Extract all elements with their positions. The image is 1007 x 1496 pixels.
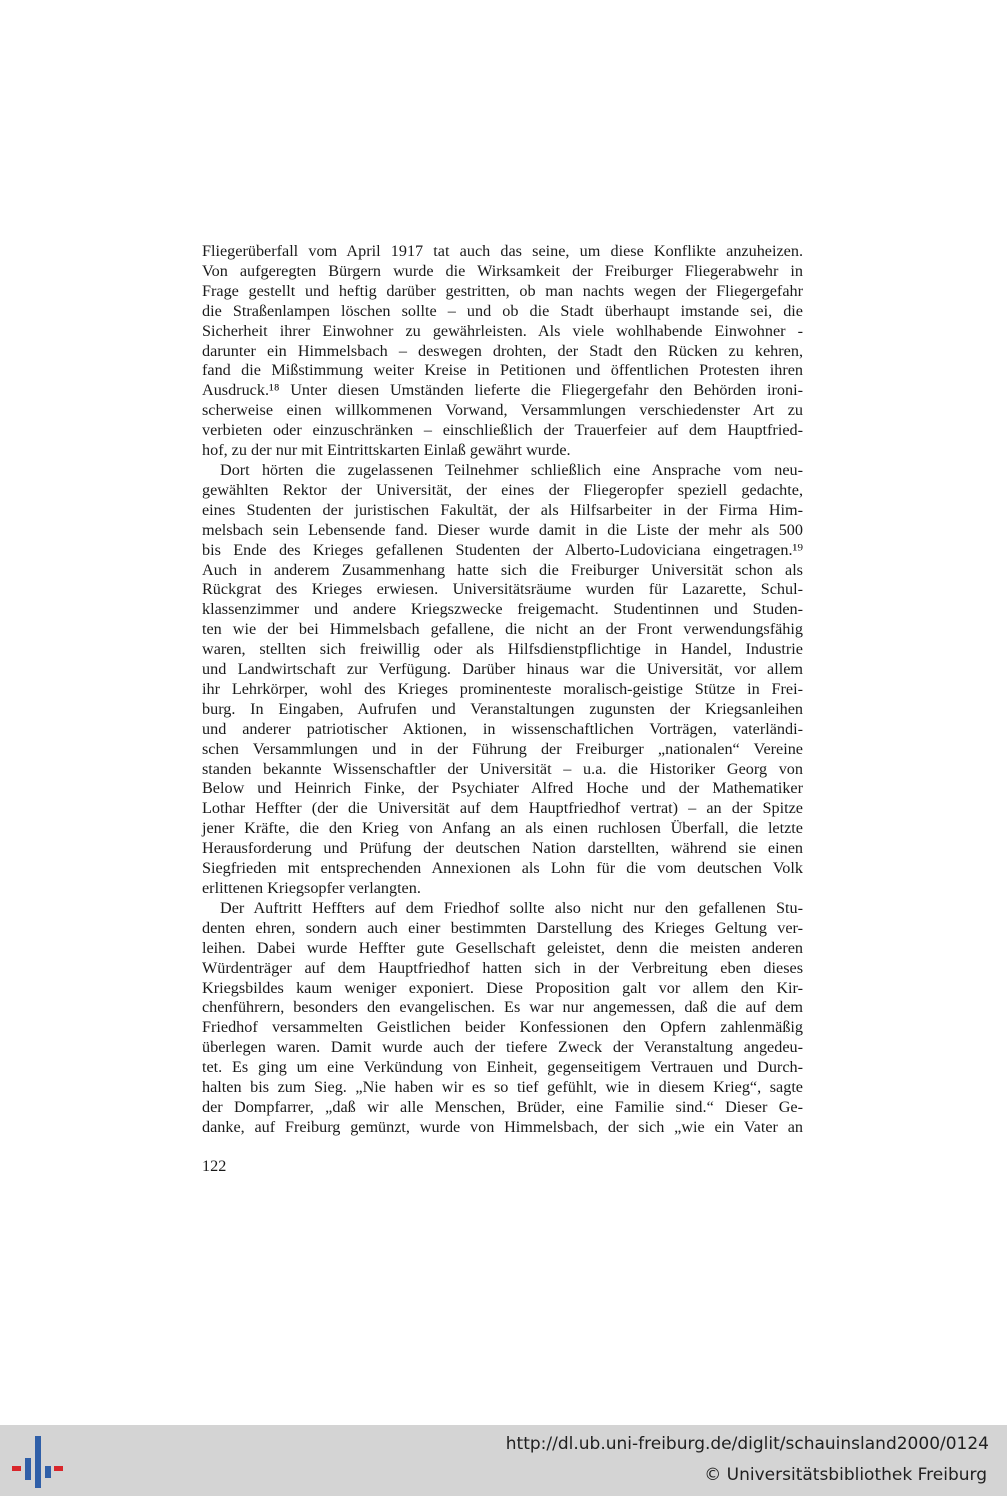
text-line: eines Studenten der juristischen Fakultät, der als Hilfsarbeiter in der Firma Him- bbox=[202, 500, 803, 519]
text-line: Würdenträger auf dem Hauptfriedhof hatten sich in der Verbreitung eben dieses bbox=[202, 958, 803, 977]
text-line: und Landwirtschaft zur Verfügung. Darüber hinaus war die Universität, vor allem bbox=[202, 660, 803, 679]
text-line: Siegfrieden mit entsprechenden Annexionen als Lohn für die vom deutschen Volk bbox=[202, 859, 803, 878]
text-line: fand die Mißstimmung weiter Kreise in Petitionen und öffentlichen Protesten ihren bbox=[202, 361, 803, 380]
text-line: standen bekannte Wissenschaftler der Universität – u.a. die Historiker Georg von bbox=[202, 759, 803, 778]
text-line: chenführern, besonders den evangelischen. Es war nur angemessen, daß die auf dem bbox=[202, 998, 803, 1017]
body-text bbox=[202, 242, 803, 1138]
source-url-link[interactable]: http://dl.ub.uni-freiburg.de/diglit/schauinsland2000/0124 bbox=[505, 1434, 989, 1454]
text-line: Dort hörten die zugelassenen Teilnehmer schließlich eine Ansprache vom neu- bbox=[220, 460, 803, 479]
text-line: denten ehren, sondern auch einer bestimmten Darstellung des Krieges Geltung ver- bbox=[202, 918, 803, 937]
text-line: scherweise einen willkommenen Vorwand, Versammlungen verschiedenster Art zu bbox=[202, 401, 803, 420]
footer-bar bbox=[0, 1425, 1007, 1496]
text-line: die Straßenlampen löschen sollte – und ob die Stadt überhaupt imstande sei, die bbox=[202, 301, 803, 320]
text-line: halten bis zum Sieg. „Nie haben wir es so tief gefühlt, wie in diesem Krieg“, sagte bbox=[202, 1078, 803, 1097]
text-line: danke, auf Freiburg gemünzt, wurde von Himmelsbach, der sich „wie ein Vater an bbox=[202, 1117, 803, 1136]
ub-freiburg-logo-icon bbox=[12, 1436, 64, 1488]
text-line: verbieten oder einzuschränken – einschließlich der Trauerfeier auf dem Hauptfried- bbox=[202, 421, 803, 440]
page-number: 122 bbox=[202, 1157, 227, 1175]
text-line: burg. In Eingaben, Aufrufen und Veranstaltungen zugunsten der Kriegsanleihen bbox=[202, 699, 803, 718]
text-line: darunter ein Himmelsbach – deswegen drohten, der Stadt den Rücken zu kehren, bbox=[202, 341, 803, 360]
text-line: Kriegsbildes kaum weniger exponiert. Diese Proposition galt vor allem den Kir- bbox=[202, 978, 803, 997]
text-line: der Dompfarrer, „daß wir alle Menschen, Brüder, eine Familie sind.“ Dieser Ge- bbox=[202, 1097, 803, 1116]
text-line: schen Versammlungen und in der Führung der Freiburger „nationalen“ Vereine bbox=[202, 739, 803, 758]
text-line: Herausforderung und Prüfung der deutschen Nation darstellten, während sie einen bbox=[202, 839, 803, 858]
text-line: leihen. Dabei wurde Heffter gute Gesellschaft geleistet, denn die meisten anderen bbox=[202, 938, 803, 957]
text-line: und anderer patriotischer Aktionen, in wissenschaftlichen Vorträgen, vaterländi- bbox=[202, 719, 803, 738]
text-line: waren, stellten sich freiwillig oder als Hilfsdienstpflichtige in Handel, Industrie bbox=[202, 640, 803, 659]
text-line: Der Auftritt Heffters auf dem Friedhof sollte also nicht nur den gefallenen Stu- bbox=[220, 898, 803, 917]
text-line: Sicherheit ihrer Einwohner zu gewährleisten. Als viele wohlhabende Einwohner - bbox=[202, 321, 803, 340]
text-line: klassenzimmer und andere Kriegszwecke freigemacht. Studentinnen und Studen- bbox=[202, 600, 803, 619]
copyright-text: © Universitätsbibliothek Freiburg bbox=[704, 1465, 987, 1485]
text-line: Friedhof versammelten Geistlichen beider Konfessionen den Opfern zahlenmäßig bbox=[202, 1018, 803, 1037]
text-line: ihr Lehrkörper, wohl des Krieges prominenteste moralisch-geistige Stütze in Frei- bbox=[202, 679, 803, 698]
text-line: hof, zu der nur mit Eintrittskarten Einlaß gewährt wurde. bbox=[202, 441, 571, 460]
text-line: Rückgrat des Krieges erwiesen. Universitätsräume wurden für Lazarette, Schul- bbox=[202, 580, 803, 599]
text-line: melsbach sein Lebensende fand. Dieser wurde damit in die Liste der mehr als 500 bbox=[202, 520, 803, 539]
text-line: Lothar Heffter (der die Universität auf dem Hauptfriedhof vertrat) – an der Spitze bbox=[202, 799, 803, 818]
text-line: Frage gestellt und heftig darüber gestritten, ob man nachts wegen der Fliegergefahr bbox=[202, 281, 803, 300]
text-line: tet. Es ging um eine Verkündung von Einheit, gegenseitigem Vertrauen und Durch- bbox=[202, 1058, 803, 1077]
text-line: Ausdruck.¹⁸ Unter diesen Umständen lieferte die Fliegergefahr den Behörden ironi- bbox=[202, 381, 803, 400]
text-line: gewählten Rektor der Universität, der eines der Fliegeropfer speziell gedachte, bbox=[202, 480, 803, 499]
text-line: Auch in anderem Zusammenhang hatte sich die Freiburger Universität schon als bbox=[202, 560, 803, 579]
text-line: erlittenen Kriegsopfer verlangten. bbox=[202, 879, 421, 897]
text-line: jener Kräfte, die den Krieg von Anfang an als einen ruchlosen Überfall, die letzte bbox=[202, 819, 803, 838]
text-line: bis Ende des Krieges gefallenen Studenten der Alberto-Ludoviciana eingetragen.¹⁹ bbox=[202, 540, 803, 559]
text-line: überlegen waren. Damit wurde auch der tiefere Zweck der Veranstaltung angedeu- bbox=[202, 1038, 803, 1057]
text-line: ten wie der bei Himmelsbach gefallene, die nicht an der Front verwendungsfähig bbox=[202, 620, 803, 639]
text-line: Von aufgeregten Bürgern wurde die Wirksamkeit der Freiburger Fliegerabwehr in bbox=[202, 261, 803, 280]
text-line: Below und Heinrich Finke, der Psychiater Alfred Hoche und der Mathematiker bbox=[202, 779, 803, 798]
text-line: Fliegerüberfall vom April 1917 tat auch das seine, um diese Konflikte anzuheizen. bbox=[202, 242, 803, 260]
